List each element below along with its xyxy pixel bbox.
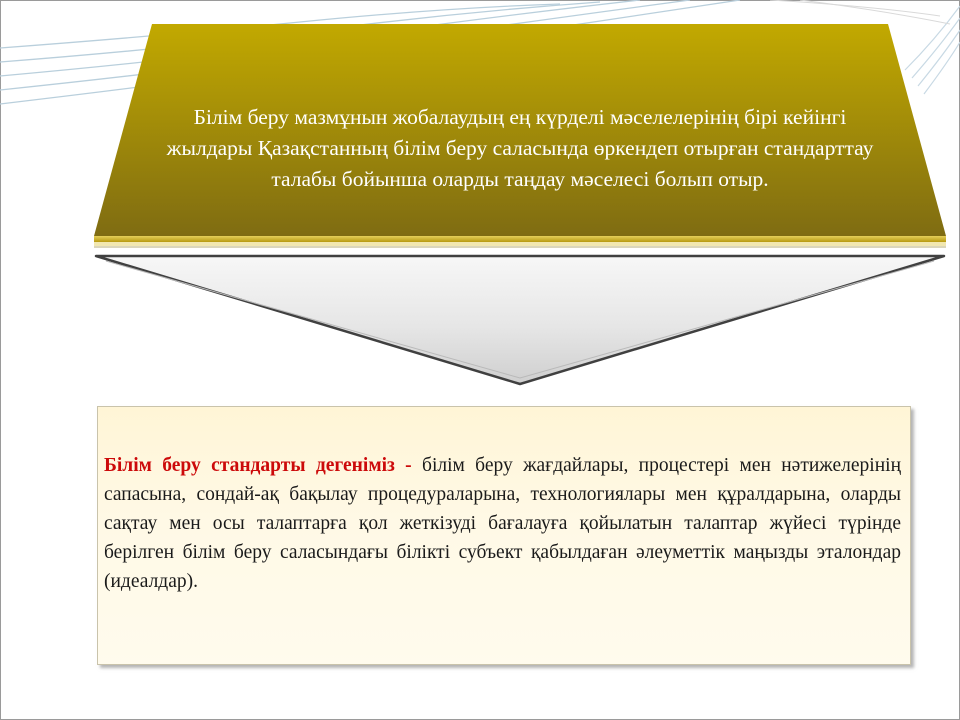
definition-body: білім беру жағдайлары, процестері мен нәтижелерінің сапасына, сондай-ақ бақылау процедураларына, технологиялары мен құралдарына, оларды сақтау мен осы талаптарға қол жеткізуді бағалауға қойылатын талаптар жүйесі түрінде берілген білім беру саласындағы білікті субъект қабылдаған әлеуметтік маңызды эталондар (идеалдар). [104, 455, 902, 592]
definition-term: Білім беру стандарты дегеніміз - [104, 455, 412, 476]
header-text: Білім беру мазмұнын жобалаудың ең күрделі мәселелерінің бірі кейінгі жылдары Қазақстанның білім беру саласында өркендеп отырған стандарттау талабы бойынша оларды таңдау мәселесі болып отыр. [166, 104, 874, 191]
down-arrow-shape [94, 252, 946, 388]
definition-text [104, 451, 901, 596]
